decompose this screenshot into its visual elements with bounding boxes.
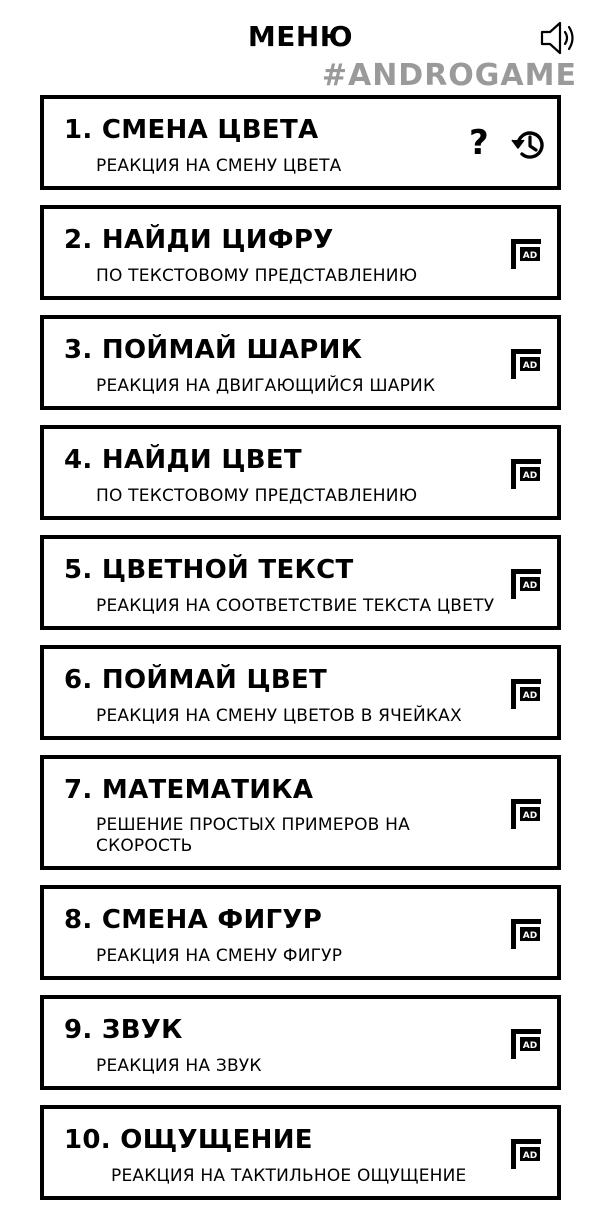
svg-text:AD: AD xyxy=(522,361,538,371)
menu-item-color-change[interactable] xyxy=(40,95,561,190)
svg-text:AD: AD xyxy=(522,811,538,821)
brand-watermark: #ANDROGAME xyxy=(321,58,577,93)
menu-item-find-color[interactable] xyxy=(40,425,561,520)
ad-icon xyxy=(509,675,543,711)
menu-item-title: 3. ПОЙМАЙ ШАРИК xyxy=(64,335,363,365)
menu-item-subtitle: РЕАКЦИЯ НА ДВИГАЮЩИЙСЯ ШАРИК xyxy=(96,376,436,396)
menu-item-title: 4. НАЙДИ ЦВЕТ xyxy=(64,445,302,475)
menu-item-title: 8. СМЕНА ФИГУР xyxy=(64,905,323,935)
menu-item-math[interactable] xyxy=(40,755,561,870)
menu-item-subtitle: РЕАКЦИЯ НА СМЕНУ ФИГУР xyxy=(96,946,343,966)
menu-item-find-digit[interactable] xyxy=(40,205,561,300)
help-icon[interactable]: ? xyxy=(469,123,489,163)
ad-icon xyxy=(509,795,543,831)
svg-text:AD: AD xyxy=(522,471,538,481)
menu-item-shape-change[interactable] xyxy=(40,885,561,980)
ad-icon xyxy=(509,455,543,491)
ad-icon xyxy=(509,235,543,271)
menu-item-title: 6. ПОЙМАЙ ЦВЕТ xyxy=(64,665,328,695)
menu-item-title: 9. ЗВУК xyxy=(64,1015,183,1045)
menu-item-title: 10. ОЩУЩЕНИЕ xyxy=(64,1125,313,1155)
menu-item-subtitle: РЕАКЦИЯ НА СМЕНУ ЦВЕТА xyxy=(96,156,342,176)
menu-item-subtitle: РЕАКЦИЯ НА ТАКТИЛЬНОЕ ОЩУЩЕНИЕ xyxy=(111,1166,467,1186)
menu-item-colored-text[interactable] xyxy=(40,535,561,630)
svg-text:AD: AD xyxy=(522,581,538,591)
menu-item-subtitle: РЕАКЦИЯ НА СООТВЕТСТВИЕ ТЕКСТА ЦВЕТУ xyxy=(96,596,495,616)
page-title: МЕНЮ xyxy=(247,20,354,53)
header xyxy=(0,0,601,95)
ad-icon xyxy=(509,1135,543,1171)
menu-item-touch[interactable] xyxy=(40,1105,561,1200)
menu-item-subtitle: РЕАКЦИЯ НА СМЕНУ ЦВЕТОВ В ЯЧЕЙКАХ xyxy=(96,706,462,726)
svg-text:AD: AD xyxy=(522,931,538,941)
menu-item-subtitle: ПО ТЕКСТОВОМУ ПРЕДСТАВЛЕНИЮ xyxy=(96,486,418,506)
menu-item-sound[interactable] xyxy=(40,995,561,1090)
ad-icon xyxy=(509,915,543,951)
ad-icon xyxy=(509,1025,543,1061)
menu-item-subtitle: РЕАКЦИЯ НА ЗВУК xyxy=(96,1056,262,1076)
menu-item-title: 7. МАТЕМАТИКА xyxy=(64,775,314,805)
menu-item-subtitle: РЕШЕНИЕ ПРОСТЫХ ПРИМЕРОВ НА СКОРОСТЬ xyxy=(96,815,410,856)
svg-text:AD: AD xyxy=(522,691,538,701)
menu-item-catch-color[interactable] xyxy=(40,645,561,740)
history-icon[interactable] xyxy=(511,126,549,164)
speaker-icon[interactable] xyxy=(539,18,581,58)
ad-icon xyxy=(509,565,543,601)
menu-item-title: 5. ЦВЕТНОЙ ТЕКСТ xyxy=(64,555,354,585)
menu-item-catch-ball[interactable] xyxy=(40,315,561,410)
menu-item-title: 1. СМЕНА ЦВЕТА xyxy=(64,115,319,145)
ad-icon xyxy=(509,345,543,381)
svg-text:AD: AD xyxy=(522,1041,538,1051)
menu-item-subtitle: ПО ТЕКСТОВОМУ ПРЕДСТАВЛЕНИЮ xyxy=(96,266,418,286)
svg-text:AD: AD xyxy=(522,251,538,261)
menu-item-title: 2. НАЙДИ ЦИФРУ xyxy=(64,225,334,255)
game-menu xyxy=(40,95,561,1215)
svg-text:AD: AD xyxy=(522,1151,538,1161)
